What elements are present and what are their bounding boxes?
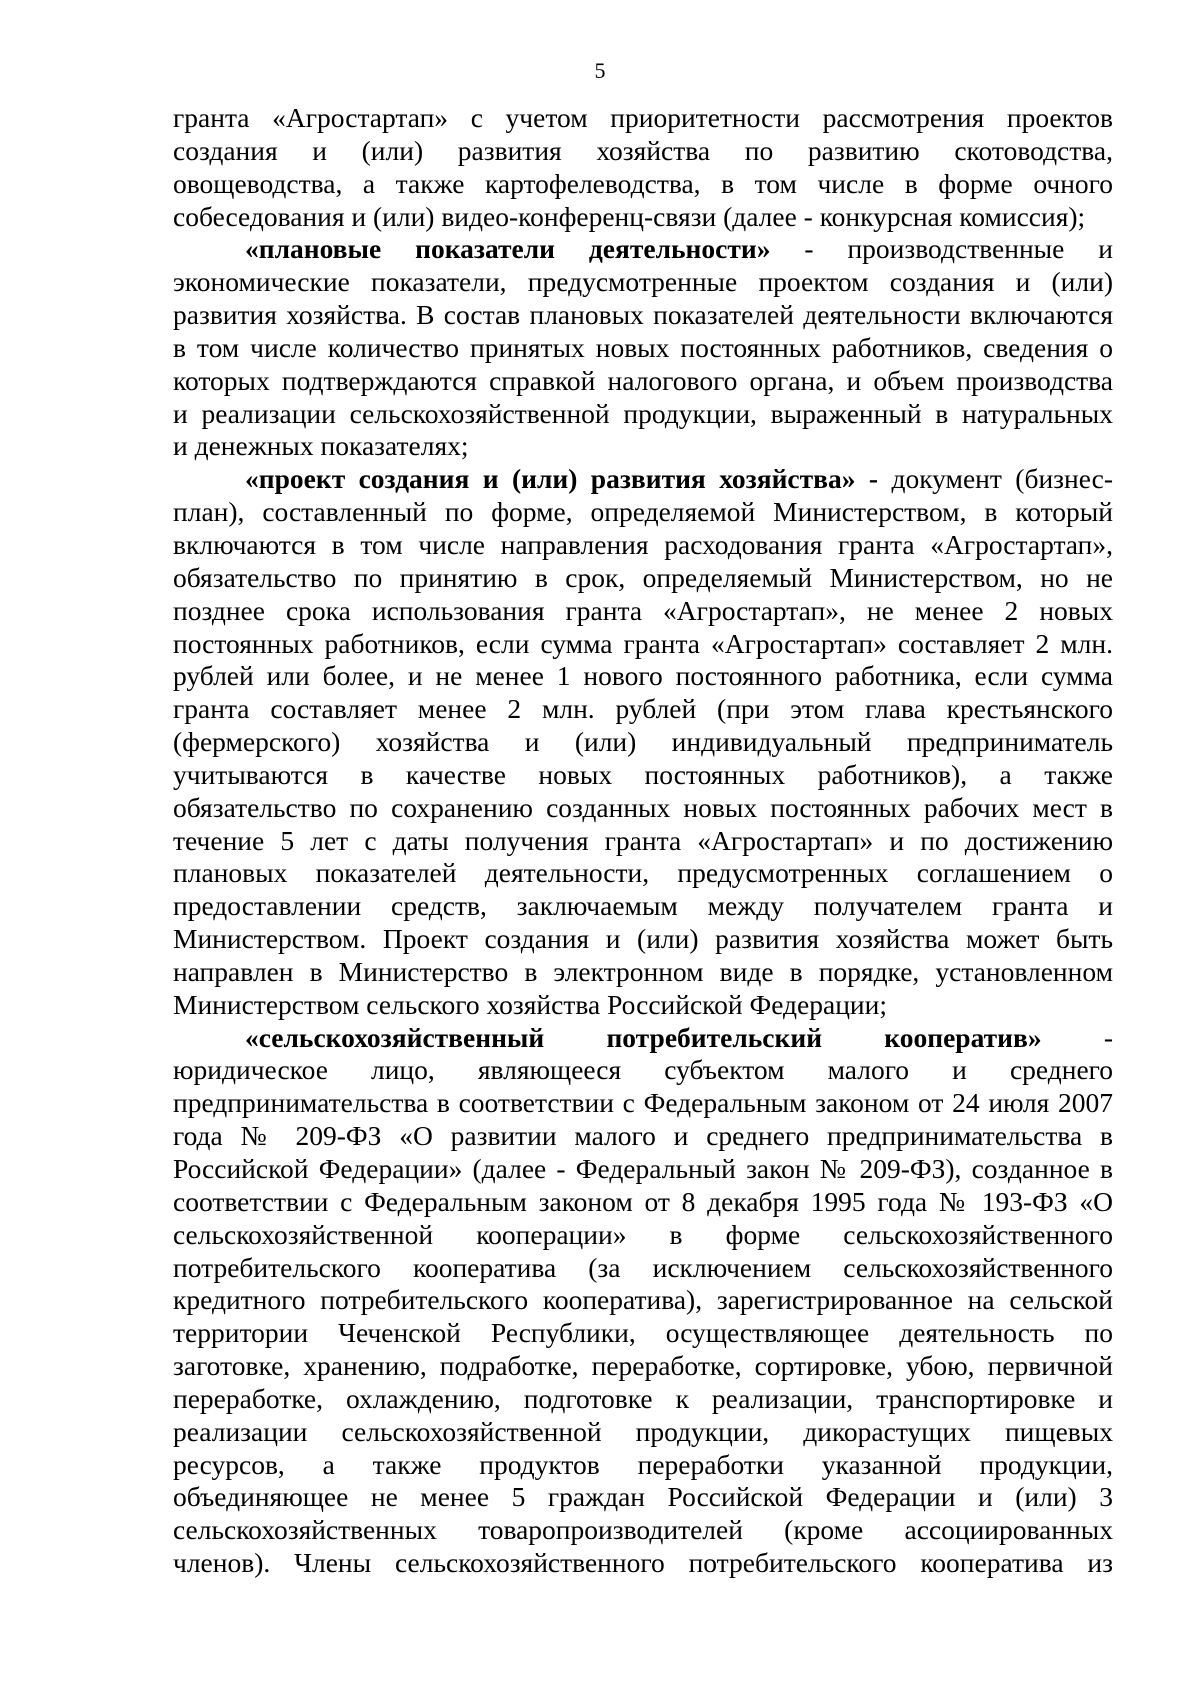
text-line: [173, 956, 1113, 989]
document-body: [173, 102, 1113, 1580]
line-text: соответствии с Федеральным законом от 8 декабря 1995 года № 193-ФЗ «О: [173, 1185, 1113, 1217]
text-line: [173, 726, 1113, 759]
text-line: [173, 332, 1113, 365]
line-text: территории Чеченской Республики, осуществляющее деятельность по: [173, 1317, 1113, 1349]
line-text: - производственные и: [770, 233, 1113, 265]
line-text: переработке, охлаждению, подготовке к реализации, транспортировке и: [173, 1382, 1113, 1414]
line-text: реализации сельскохозяйственной продукции, дикорастущих пищевых: [173, 1415, 1113, 1447]
line-text: Министерством. Проект создания и (или) развития хозяйства может быть: [173, 923, 1113, 955]
text-line: [173, 529, 1113, 562]
line-text: экономические показатели, предусмотренные проектом создания и (или): [173, 266, 1113, 298]
line-text: года № 209-ФЗ «О развитии малого и среднего предпринимательства в: [173, 1120, 1113, 1152]
text-line: [173, 1514, 1113, 1547]
text-line: [173, 1252, 1113, 1285]
text-line: [173, 1087, 1113, 1120]
line-text: постоянных работников, если сумма гранта «Агростартап» составляет 2 млн.: [173, 627, 1113, 659]
line-text: обязательство по сохранению созданных новых постоянных рабочих мест в: [173, 791, 1113, 823]
line-text: (фермерского) хозяйства и (или) индивидуальный предприниматель: [173, 726, 1113, 758]
text-line: [173, 299, 1113, 332]
line-text: включаются в том числе направления расходования гранта «Агростартап»,: [173, 528, 1113, 560]
line-text: Российской Федерации» (далее - Федеральный закон № 209-ФЗ), созданное в: [173, 1153, 1113, 1184]
text-line: [173, 1186, 1113, 1219]
line-text: -: [1041, 1021, 1113, 1053]
line-text: потребительского кооператива (за исключением сельскохозяйственного: [173, 1251, 1113, 1283]
text-line: [173, 1219, 1113, 1252]
text-line: [173, 430, 1113, 463]
line-text: создания и (или) развития хозяйства по развитию скотоводства,: [173, 134, 1113, 166]
line-text: заготовке, хранению, подработке, переработке, сортировке, убою, первичной: [173, 1350, 1113, 1382]
text-line: [173, 759, 1113, 792]
line-text: план), составленный по форме, определяемой Министерством, в который: [173, 496, 1113, 528]
line-text: плановых показателей деятельности, предусмотренных соглашением о: [173, 857, 1113, 889]
line-text: сельскохозяйственной кооперации» в форме сельскохозяйственного: [173, 1218, 1113, 1250]
line-text: гранта составляет менее 2 млн. рублей (при этом глава крестьянского: [173, 693, 1113, 725]
text-line: [173, 1054, 1113, 1087]
term-heading: «сельскохозяйственный потребительский кооператив»: [245, 1021, 1042, 1053]
line-text: и денежных показателях;: [173, 430, 469, 462]
text-line: [173, 595, 1113, 628]
text-line: [173, 1350, 1113, 1383]
line-text: которых подтверждаются справкой налогового органа, и объем производства: [173, 364, 1113, 396]
text-line: [173, 1120, 1113, 1153]
text-line: [173, 1481, 1113, 1514]
line-text: документ (бизнес-: [878, 463, 1113, 495]
line-text: овощеводства, а также картофелеводства, в том числе в форме очного: [173, 167, 1113, 199]
line-text: сельскохозяйственных товаропроизводителей (кроме ассоциированных: [173, 1514, 1113, 1546]
text-line: [173, 365, 1113, 398]
line-text: позднее срока использования гранта «Агростартап», не менее 2 новых: [173, 594, 1113, 626]
text-line: [173, 1416, 1113, 1449]
text-line: [173, 233, 1113, 266]
line-text: членов). Члены сельскохозяйственного потребительского кооператива из: [173, 1547, 1113, 1579]
text-line: [173, 266, 1113, 299]
line-text: гранта «Агростартап» с учетом приоритетности рассмотрения проектов: [173, 102, 1113, 133]
term-heading: «проект создания и (или) развития хозяйства» -: [245, 463, 879, 495]
text-line: [173, 1449, 1113, 1482]
text-line: [173, 1022, 1113, 1055]
line-text: собеседования и (или) видео-конференц-связи (далее - конкурсная комиссия);: [173, 200, 1086, 232]
text-line: [173, 496, 1113, 529]
line-text: предпринимательства в соответствии с Федеральным законом от 24 июля 2007: [173, 1087, 1113, 1119]
text-line: [173, 923, 1113, 956]
line-text: предоставлении средств, заключаемым между получателем гранта и: [173, 890, 1113, 922]
line-text: и реализации сельскохозяйственной продукции, выраженный в натуральных: [173, 397, 1113, 429]
text-line: [173, 628, 1113, 661]
text-line: [173, 102, 1113, 135]
text-line: [173, 857, 1113, 890]
line-text: направлен в Министерство в электронном виде в порядке, установленном: [173, 955, 1113, 987]
line-text: учитываются в качестве новых постоянных работников), а также: [173, 758, 1113, 790]
line-text: обязательство по принятию в срок, определяемый Министерством, но не: [173, 561, 1113, 593]
line-text: кредитного потребительского кооператива), зарегистрированное на сельской: [173, 1284, 1113, 1316]
text-line: [173, 989, 1113, 1022]
line-text: ресурсов, а также продуктов переработки указанной продукции,: [173, 1448, 1113, 1480]
text-line: [173, 1284, 1113, 1317]
line-text: в том числе количество принятых новых постоянных работников, сведения о: [173, 331, 1113, 363]
text-line: [173, 792, 1113, 825]
text-line: [173, 135, 1113, 168]
line-text: объединяющее не менее 5 граждан Российской Федерации и (или) 3: [173, 1481, 1113, 1513]
text-line: [173, 1153, 1113, 1186]
page-number: 5: [594, 58, 606, 83]
text-line: [173, 398, 1113, 431]
line-text: юридическое лицо, являющееся субъектом малого и среднего: [173, 1054, 1113, 1086]
line-text: рублей или более, и не менее 1 нового постоянного работника, если сумма: [173, 660, 1113, 692]
term-heading: «плановые показатели деятельности»: [245, 233, 771, 265]
text-line: [173, 890, 1113, 923]
text-line: [173, 168, 1113, 201]
text-line: [173, 201, 1113, 234]
text-line: [173, 1317, 1113, 1350]
line-text: Министерством сельского хозяйства Российской Федерации;: [173, 988, 887, 1020]
text-line: [173, 693, 1113, 726]
line-text: развития хозяйства. В состав плановых показателей деятельности включаются: [173, 299, 1113, 331]
text-line: [173, 660, 1113, 693]
text-line: [173, 1547, 1113, 1580]
text-line: [173, 1383, 1113, 1416]
text-line: [173, 562, 1113, 595]
text-line: [173, 463, 1113, 496]
line-text: течение 5 лет с даты получения гранта «Агростартап» и по достижению: [173, 824, 1113, 856]
text-line: [173, 825, 1113, 858]
